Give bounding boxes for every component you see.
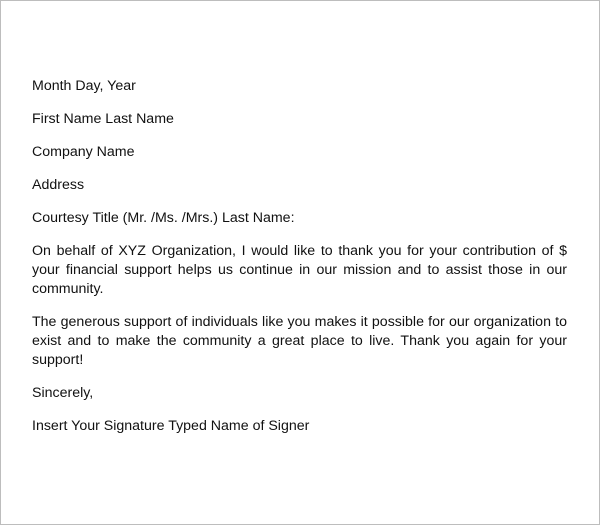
salutation: Courtesy Title (Mr. /Ms. /Mrs.) Last Name: [32,210,295,226]
date-line: Month Day, Year [32,78,136,94]
letter-body [32,77,567,450]
address-line: Address [32,177,85,193]
body-paragraph-1: On behalf of XYZ Organization, I would like to thank you for your contribution of $ your financial support helps us continue in our mission and to assist those in our community. [32,243,567,297]
signature-line: Insert Your Signature Typed Name of Signer [32,418,310,434]
company-name: Company Name [32,144,135,160]
closing: Sincerely, [32,385,94,401]
body-paragraph-2: The generous support of individuals like you makes it possible for our organization to exist and to make the community a great place to live. Thank you again for your support! [32,314,567,368]
recipient-name: First Name Last Name [32,111,174,127]
